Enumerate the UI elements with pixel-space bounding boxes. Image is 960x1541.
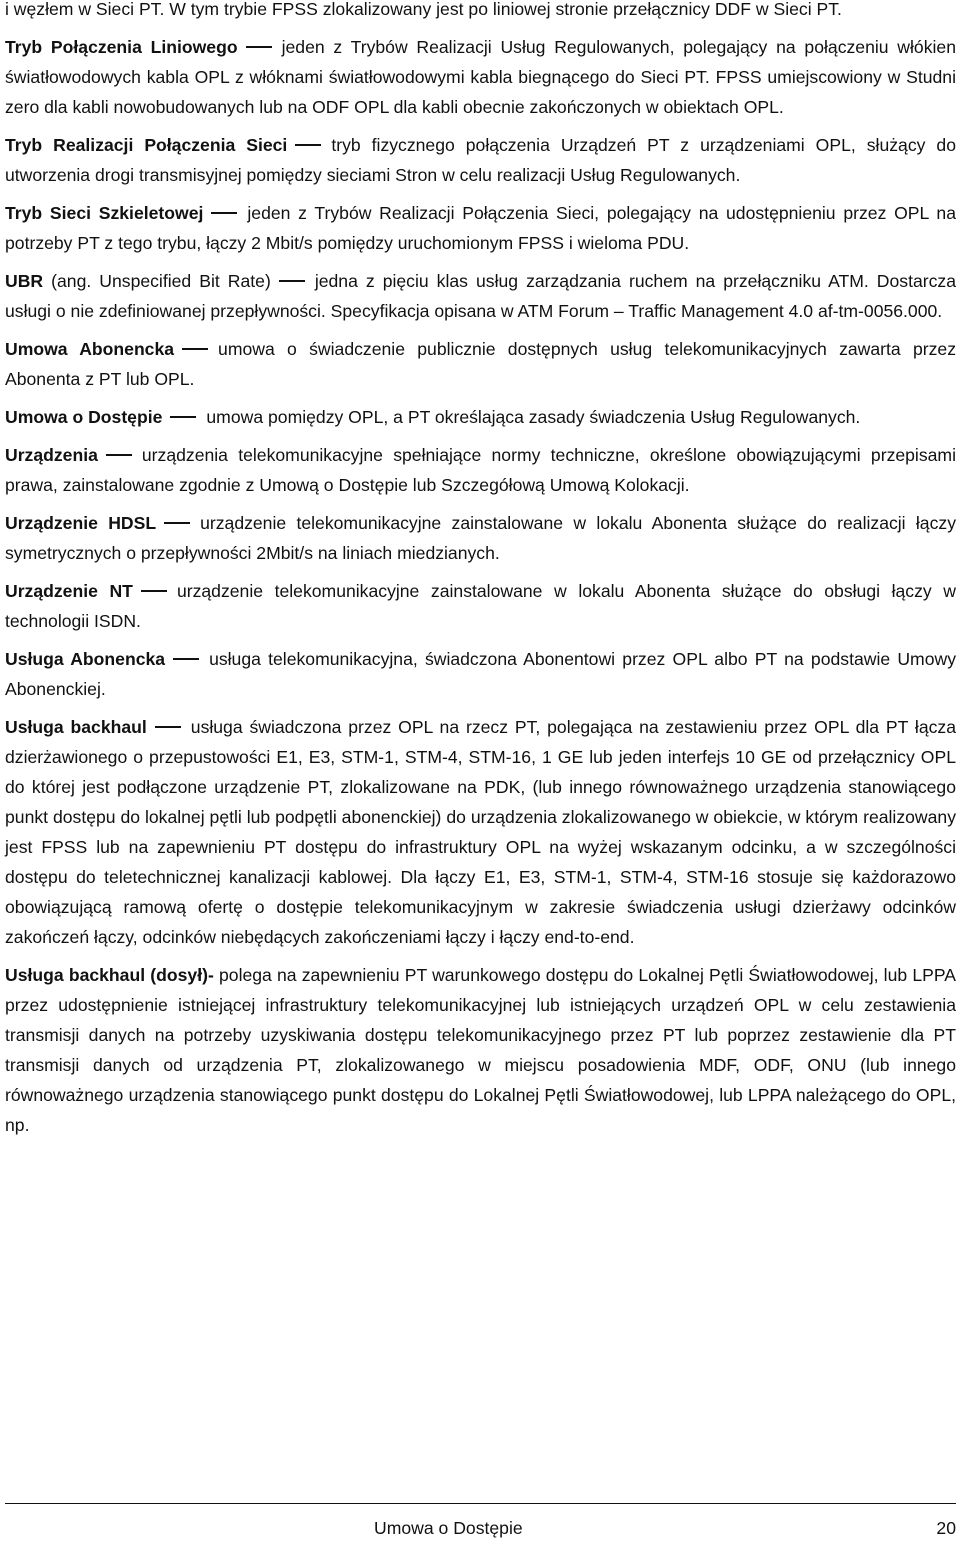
definition-term: Urządzenia xyxy=(5,445,98,465)
continuation-text: i węzłem w Sieci PT. W tym trybie FPSS zlokalizowany jest po liniowej stronie przełącznicy DDF w Sieci PT. xyxy=(5,0,842,19)
definition-term: Usługa backhaul (dosył)- xyxy=(5,965,214,985)
document-body xyxy=(5,0,956,1148)
definition-dash xyxy=(182,348,208,350)
continuation-paragraph xyxy=(5,0,956,24)
definition-dash xyxy=(170,416,196,418)
definition-term: Umowa Abonencka xyxy=(5,339,175,359)
definition-urzadzenia xyxy=(5,440,956,500)
definition-term: Tryb Połączenia Liniowego xyxy=(5,37,238,57)
definition-dash xyxy=(106,454,132,456)
definition-term-suffix: (ang. Unspecified Bit Rate) xyxy=(51,271,271,291)
definition-body: usługa świadczona przez OPL na rzecz PT, polegająca na zestawieniu przez OPL dla PT łącza dzierżawionego o przepustowości E1, E3, STM-1, STM-4, STM-16, 1 GE lub jeden interfejs 10 GE od przełącznicy OPL do której jest podłączone urządzenie PT, zlokalizowane na PDK, (lub innego równoważnego urządzenia stanowiącego punkt dostępu do lokalnej pętli lub podpętli abonenckiej) do urządzenia zlokalizowanego w obiekcie, w którym realizowany jest FPSS lub na zapewnieniu PT dostępu do infrastruktury OPL na wyżej wskazanym odcinku, a w szczególności dostępu do teletechnicznej kanalizacji kablowej. Dla łączy E1, E3, STM-1, STM-4, STM-16 stosuje się każdorazowo obowiązującą ramową ofertę o dostępie telekomunikacyjnym w zakresie świadczenia usługi dzierżawy odcinków zakończeń łączy, odcinków niebędących zakończeniami łączy i łączy end-to-end. xyxy=(5,717,956,947)
definition-tryb-sieci-szkieletowej xyxy=(5,198,956,258)
definition-body: jeden z Trybów Realizacji Połączenia Sieci, polegający na udostępnieniu przez OPL na potrzeby PT z tego trybu, łączy 2 Mbit/s pomiędzy uruchomionym FPSS i wieloma PDU. xyxy=(5,203,956,253)
definition-term: Usługa Abonencka xyxy=(5,649,166,669)
definition-body: urządzenia telekomunikacyjne spełniające normy techniczne, określone obowiązującymi przepisami prawa, zainstalowane zgodnie z Umową o Dostępie lub Szczegółową Umową Kolokacji. xyxy=(5,445,956,495)
definition-umowa-abonencka xyxy=(5,334,956,394)
definition-body: umowa o świadczenie publicznie dostępnych usług telekomunikacyjnych zawarta przez Abonenta z PT lub OPL. xyxy=(5,339,956,389)
definition-term: UBR xyxy=(5,271,44,291)
definition-urzadzenie-nt xyxy=(5,576,956,636)
definition-dash xyxy=(279,280,305,282)
page-footer xyxy=(5,1503,956,1538)
definition-dash xyxy=(295,144,321,146)
definition-dash xyxy=(164,522,190,524)
definition-usluga-backhaul-dosyl xyxy=(5,960,956,1140)
definition-dash xyxy=(246,46,272,48)
definition-body: jeden z Trybów Realizacji Usług Regulowanych, polegający na połączeniu włókien światłowodowych kabla OPL z włóknami światłowodowymi kabla biegnącego do Sieci PT. FPSS umiejscowiony w Studni zero dla kabli nowobudowanych lub na ODF OPL dla kabli obecnie zakończonych w obiektach OPL. xyxy=(5,37,956,117)
definition-ubr xyxy=(5,266,956,326)
definition-dash xyxy=(173,658,199,660)
definition-body: jedna z pięciu klas usług zarządzania ruchem na przełączniku ATM. Dostarcza usługi o nie zdefiniowanej przepływności. Specyfikacja opisana w ATM Forum – Traffic Management 4.0 af-tm-0056.000. xyxy=(5,271,957,321)
definition-body: urządzenie telekomunikacyjne zainstalowane w lokalu Abonenta służące do obsługi łączy w technologii ISDN. xyxy=(5,581,956,631)
definition-term: Urządzenie HDSL xyxy=(5,513,157,533)
definition-usluga-abonencka xyxy=(5,644,956,704)
footer-document-title: Umowa o Dostępie xyxy=(374,1518,523,1538)
definition-dash xyxy=(141,590,167,592)
definition-term: Umowa o Dostępie xyxy=(5,407,163,427)
definition-body: urządzenie telekomunikacyjne zainstalowane w lokalu Abonenta służące do realizacji łączy symetrycznych o przepływności 2Mbit/s na liniach miedzianych. xyxy=(5,513,956,563)
definition-urzadzenie-hdsl xyxy=(5,508,956,568)
definition-body: polega na zapewnieniu PT warunkowego dostępu do Lokalnej Pętli Światłowodowej, lub LPPA przez udostępnienie istniejącej infrastruktury telekomunikacyjnej lub istniejących urządzeń OPL w celu zestawienia transmisji danych na potrzeby uzyskiwania dostępu telekomunikacyjnego przez PT lub poprzez zestawienie dla PT transmisji danych od urządzenia PT, zlokalizowanego w miejscu posadowienia MDF, ODF, ONU (lub innego równoważnego urządzenia stanowiącego punkt dostępu do Lokalnej Pętli Światłowodowej, lub LPPA należącego do OPL, np. xyxy=(5,965,957,1135)
definition-term: Tryb Sieci Szkieletowej xyxy=(5,203,204,223)
definition-body: usługa telekomunikacyjna, świadczona Abonentowi przez OPL albo PT na podstawie Umowy Abonenckiej. xyxy=(5,649,956,699)
definition-term: Tryb Realizacji Połączenia Sieci xyxy=(5,135,288,155)
definition-body: tryb fizycznego połączenia Urządzeń PT z urządzeniami OPL, służący do utworzenia drogi transmisyjnej pomiędzy sieciami Stron w celu realizacji Usług Regulowanych. xyxy=(5,135,956,185)
definition-dash xyxy=(155,726,181,728)
definition-term: Usługa backhaul xyxy=(5,717,147,737)
definition-dash xyxy=(211,212,237,214)
definition-usluga-backhaul xyxy=(5,712,956,952)
definition-tryb-polaczenia-liniowego xyxy=(5,32,956,122)
definition-tryb-realizacji-polaczenia-sieci xyxy=(5,130,956,190)
definition-umowa-o-dostepie xyxy=(5,402,956,432)
footer-page-number: 20 xyxy=(936,1518,956,1538)
definition-term: Urządzenie NT xyxy=(5,581,133,601)
definition-body: umowa pomiędzy OPL, a PT określająca zasady świadczenia Usług Regulowanych. xyxy=(206,407,861,427)
